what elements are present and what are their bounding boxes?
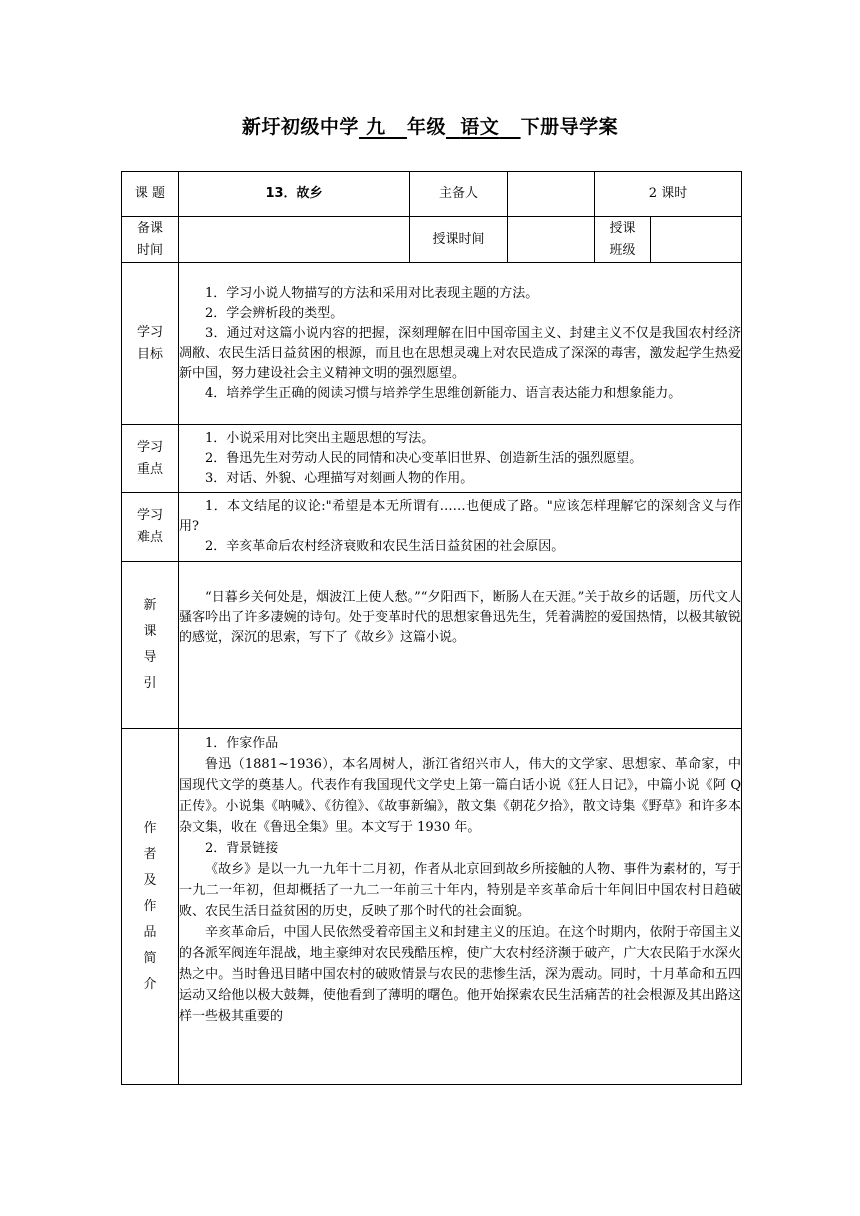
objective-item: 4．培养学生正确的阅读习惯与培养学生思维创新能力、语言表达能力和想象能力。 xyxy=(205,385,682,401)
prep-time-label: 备课 时间 xyxy=(122,217,179,263)
difficulty-item: 1．本文结尾的议论:"希望是本无所谓有……也便成了路。"应该怎样理解它的深刻含义与作用? xyxy=(179,499,741,534)
lesson-title: 13．故乡 xyxy=(179,172,410,217)
objective-item: 1．学习小说人物描写的方法和采用对比表现主题的方法。 xyxy=(205,285,539,301)
prep-time-value[interactable] xyxy=(179,217,410,263)
objective-item: 3．通过对这篇小说内容的把握，深刻理解在旧中国帝国主义、封建主义不仅是我国农村经济凋敝、农民生活日益贫困的根源，而且也在思想灵魂上对农民造成了深深的毒害，激发起学生热爱新中国，努力建设社会主义精神文明的强烈愿望。 xyxy=(179,325,741,381)
difficulties-row xyxy=(122,493,742,562)
author-paragraph: 鲁迅（1881~1936），本名周树人，浙江省绍兴市人，伟大的文学家、思想家、革命家，中国现代文学的奠基人。代表作有我国现代文学史上第一篇白话小说《狂人日记》，中篇小说《阿 Q 正传》。小说集《呐喊》、《彷徨》、《故事新编》，散文集《朝花夕拾》，散文诗集《野草》和许多本杂文集，收在《鲁迅全集》里。本文写于 1930 年。 xyxy=(179,757,741,835)
intro-text: “日暮乡关何处是，烟波江上使人愁。”“夕阳西下，断肠人在天涯。”关于故乡的话题，历代文人骚客吟出了许多凄婉的诗句。处于变革时代的思想家鲁迅先生，凭着满腔的爱国热情，以极其敏锐的感觉，深沉的思索，写下了《故乡》这篇小说。 xyxy=(179,590,741,645)
title-subject: 语文 xyxy=(460,116,500,138)
objectives-label: 学习 目标 xyxy=(122,263,179,425)
title-suffix: 下册导学案 xyxy=(520,116,619,138)
intro-label: 新 课 导 引 xyxy=(122,562,179,729)
key-points-row xyxy=(122,425,742,493)
key-point-item: 2．鲁迅先生对劳动人民的同情和决心变革旧世界、创造新生活的强烈愿望。 xyxy=(205,450,643,466)
difficulties-content xyxy=(179,493,742,562)
difficulties-label: 学习 难点 xyxy=(122,493,179,562)
difficulty-item: 2．辛亥革命后农村经济衰败和农民生活日益贫困的社会原因。 xyxy=(205,539,565,554)
key-points-label: 学习 重点 xyxy=(122,425,179,493)
author-paragraph: 辛亥革命后，中国人民依然受着帝国主义和封建主义的压迫。在这个时期内，依附于帝国主义的各派军阀连年混战，地主豪绅对农民残酷压榨，使广大农村经济濒于破产，广大农民陷于水深火热之中。当时鲁迅目睹中国农村的破败情景与农民的悲惨生活，深为震动。同时，十月革命和五四运动又给他以极大鼓舞，使他看到了薄明的曙色。他开始探索农民生活痛苦的社会根源及其出路这样一些极其重要的 xyxy=(179,925,741,1024)
lesson-plan-table xyxy=(121,171,742,1085)
teach-time-label: 授课时间 xyxy=(410,217,508,263)
intro-row xyxy=(122,562,742,729)
objectives-content xyxy=(179,263,742,425)
author-paragraph: 1．作家作品 xyxy=(205,736,279,751)
key-point-item: 3．对话、外貌、心理描写对刻画人物的作用。 xyxy=(205,470,474,486)
title-school: 新圩初级中学 xyxy=(241,116,359,138)
author-content xyxy=(179,729,742,1085)
title-grade: 九 xyxy=(366,116,386,138)
class-periods: 2 课时 xyxy=(595,172,742,217)
class-label: 授课 班级 xyxy=(595,217,651,263)
author-row xyxy=(122,729,742,1085)
author-paragraph: 《故乡》是以一九一九年十二月初，作者从北京回到故乡所接触的人物、事件为素材的，写于一九二一年初，但却概括了一九二一年前三十年内，特别是辛亥革命后十年间旧中国农村日趋破败、农民生活日益贫困的历史，反映了那个时代的社会面貌。 xyxy=(179,862,741,919)
document-title xyxy=(0,112,860,139)
author-label: 作 者 及 作 品 简 介 xyxy=(122,729,179,1085)
title-grade-suffix: 年级 xyxy=(406,116,446,138)
preparer-value[interactable] xyxy=(508,172,595,217)
intro-content xyxy=(179,562,742,729)
objectives-row xyxy=(122,263,742,425)
time-row xyxy=(122,217,742,263)
key-point-item: 1．小说采用对比突出主题思想的写法。 xyxy=(205,430,435,446)
key-points-content xyxy=(179,425,742,493)
preparer-label: 主备人 xyxy=(410,172,508,217)
header-row xyxy=(122,172,742,217)
class-value[interactable] xyxy=(651,217,742,263)
author-paragraph: 2．背景链接 xyxy=(205,841,279,856)
lesson-label: 课 题 xyxy=(122,172,179,217)
teach-time-value[interactable] xyxy=(508,217,595,263)
objective-item: 2．学会辨析段的类型。 xyxy=(205,305,344,321)
